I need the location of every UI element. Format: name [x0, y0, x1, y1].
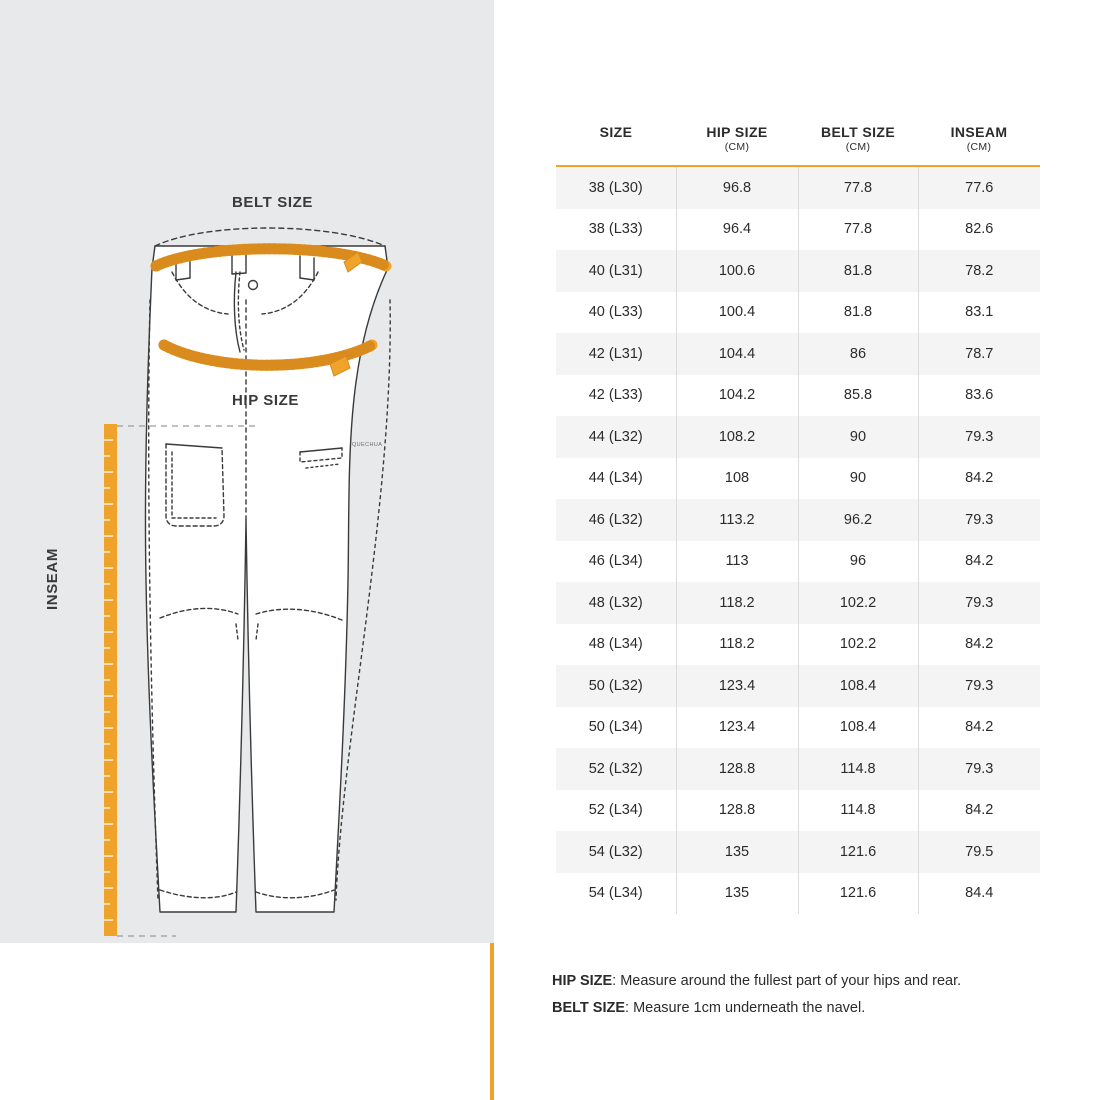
cell-inseam: 84.2	[918, 624, 1040, 666]
cell-belt: 102.2	[798, 624, 918, 666]
cell-inseam: 84.2	[918, 707, 1040, 749]
cell-inseam: 84.2	[918, 458, 1040, 500]
cell-inseam: 84.4	[918, 873, 1040, 915]
note-hip	[552, 968, 1072, 995]
cell-hip: 123.4	[676, 665, 798, 707]
column-header-belt-label: BELT SIZE	[820, 124, 896, 140]
table-row	[556, 665, 1040, 707]
cell-hip: 128.8	[676, 748, 798, 790]
cell-belt: 96.2	[798, 499, 918, 541]
cell-belt: 108.4	[798, 665, 918, 707]
table-row	[556, 707, 1040, 749]
table-row	[556, 831, 1040, 873]
cell-hip: 118.2	[676, 624, 798, 666]
table-row	[556, 333, 1040, 375]
column-header-hip-label: HIP SIZE	[706, 124, 768, 140]
cell-belt: 77.8	[798, 209, 918, 251]
cell-hip: 104.2	[676, 375, 798, 417]
cell-hip: 123.4	[676, 707, 798, 749]
table-row	[556, 873, 1040, 915]
inseam-label: INSEAM	[44, 548, 61, 610]
table-row	[556, 375, 1040, 417]
cell-belt: 108.4	[798, 707, 918, 749]
cell-belt: 90	[798, 458, 918, 500]
cell-belt: 102.2	[798, 582, 918, 624]
cell-belt: 121.6	[798, 831, 918, 873]
cell-belt: 81.8	[798, 292, 918, 334]
table-row	[556, 748, 1040, 790]
table-panel	[494, 0, 1100, 1100]
cell-belt: 86	[798, 333, 918, 375]
hip-size-label: HIP SIZE	[232, 392, 300, 409]
cell-hip: 96.4	[676, 209, 798, 251]
cell-hip: 135	[676, 831, 798, 873]
note-hip-text: : Measure around the fullest part of your hips and rear.	[612, 973, 962, 989]
cell-size: 46 (L32)	[556, 499, 676, 541]
cell-size: 44 (L32)	[556, 416, 676, 458]
table-row	[556, 292, 1040, 334]
cell-size: 54 (L34)	[556, 873, 676, 915]
cell-belt: 121.6	[798, 873, 918, 915]
cell-size: 42 (L33)	[556, 375, 676, 417]
cell-hip: 108.2	[676, 416, 798, 458]
table-row	[556, 790, 1040, 832]
cell-inseam: 79.3	[918, 665, 1040, 707]
cell-size: 46 (L34)	[556, 541, 676, 583]
cell-belt: 96	[798, 541, 918, 583]
cell-hip: 100.4	[676, 292, 798, 334]
cell-hip: 113	[676, 541, 798, 583]
table-row	[556, 166, 1040, 209]
cell-inseam: 84.2	[918, 541, 1040, 583]
note-belt	[552, 995, 1072, 1022]
column-header-belt	[798, 120, 918, 166]
size-chart-body	[556, 166, 1040, 914]
cell-hip: 135	[676, 873, 798, 915]
cell-belt: 77.8	[798, 166, 918, 209]
column-header-hip-unit: (CM)	[724, 141, 750, 153]
column-header-size	[556, 120, 676, 166]
cell-inseam: 78.2	[918, 250, 1040, 292]
cell-belt: 90	[798, 416, 918, 458]
cell-inseam: 84.2	[918, 790, 1040, 832]
cell-size: 42 (L31)	[556, 333, 676, 375]
cell-inseam: 83.6	[918, 375, 1040, 417]
cell-size: 48 (L34)	[556, 624, 676, 666]
measurement-notes	[552, 968, 1072, 1022]
cell-inseam: 83.1	[918, 292, 1040, 334]
cell-hip: 113.2	[676, 499, 798, 541]
table-row	[556, 458, 1040, 500]
size-chart-table	[556, 120, 1040, 914]
cell-size: 40 (L31)	[556, 250, 676, 292]
cell-inseam: 79.3	[918, 748, 1040, 790]
cell-size: 38 (L33)	[556, 209, 676, 251]
svg-text:QUECHUA: QUECHUA	[352, 442, 383, 448]
belt-size-label: BELT SIZE	[232, 194, 313, 211]
cell-hip: 128.8	[676, 790, 798, 832]
note-hip-term: HIP SIZE	[552, 973, 613, 989]
column-header-size-label: SIZE	[599, 124, 633, 140]
column-header-inseam	[918, 120, 1040, 166]
note-belt-text: : Measure 1cm underneath the navel.	[625, 1000, 866, 1016]
cell-inseam: 79.3	[918, 499, 1040, 541]
cell-inseam: 77.6	[918, 166, 1040, 209]
cell-inseam: 79.3	[918, 416, 1040, 458]
cell-size: 54 (L32)	[556, 831, 676, 873]
illustration-panel	[0, 0, 494, 943]
cell-inseam: 82.6	[918, 209, 1040, 251]
column-header-inseam-label: INSEAM	[950, 124, 1008, 140]
table-row	[556, 209, 1040, 251]
cell-size: 52 (L32)	[556, 748, 676, 790]
cell-size: 52 (L34)	[556, 790, 676, 832]
table-row	[556, 416, 1040, 458]
cell-inseam: 78.7	[918, 333, 1040, 375]
column-header-inseam-unit: (CM)	[966, 141, 992, 153]
table-row	[556, 541, 1040, 583]
table-row	[556, 582, 1040, 624]
cell-hip: 104.4	[676, 333, 798, 375]
cell-inseam: 79.5	[918, 831, 1040, 873]
cell-size: 50 (L32)	[556, 665, 676, 707]
cell-hip: 100.6	[676, 250, 798, 292]
table-row	[556, 624, 1040, 666]
trousers-diagram	[0, 0, 494, 943]
table-row	[556, 250, 1040, 292]
cell-size: 48 (L32)	[556, 582, 676, 624]
column-header-hip	[676, 120, 798, 166]
cell-size: 44 (L34)	[556, 458, 676, 500]
cell-inseam: 79.3	[918, 582, 1040, 624]
cell-size: 40 (L33)	[556, 292, 676, 334]
cell-belt: 114.8	[798, 790, 918, 832]
cell-belt: 85.8	[798, 375, 918, 417]
cell-hip: 118.2	[676, 582, 798, 624]
cell-belt: 114.8	[798, 748, 918, 790]
note-belt-term: BELT SIZE	[552, 1000, 626, 1016]
cell-size: 38 (L30)	[556, 166, 676, 209]
cell-hip: 96.8	[676, 166, 798, 209]
table-row	[556, 499, 1040, 541]
cell-belt: 81.8	[798, 250, 918, 292]
cell-size: 50 (L34)	[556, 707, 676, 749]
cell-hip: 108	[676, 458, 798, 500]
column-header-belt-unit: (CM)	[845, 141, 871, 153]
